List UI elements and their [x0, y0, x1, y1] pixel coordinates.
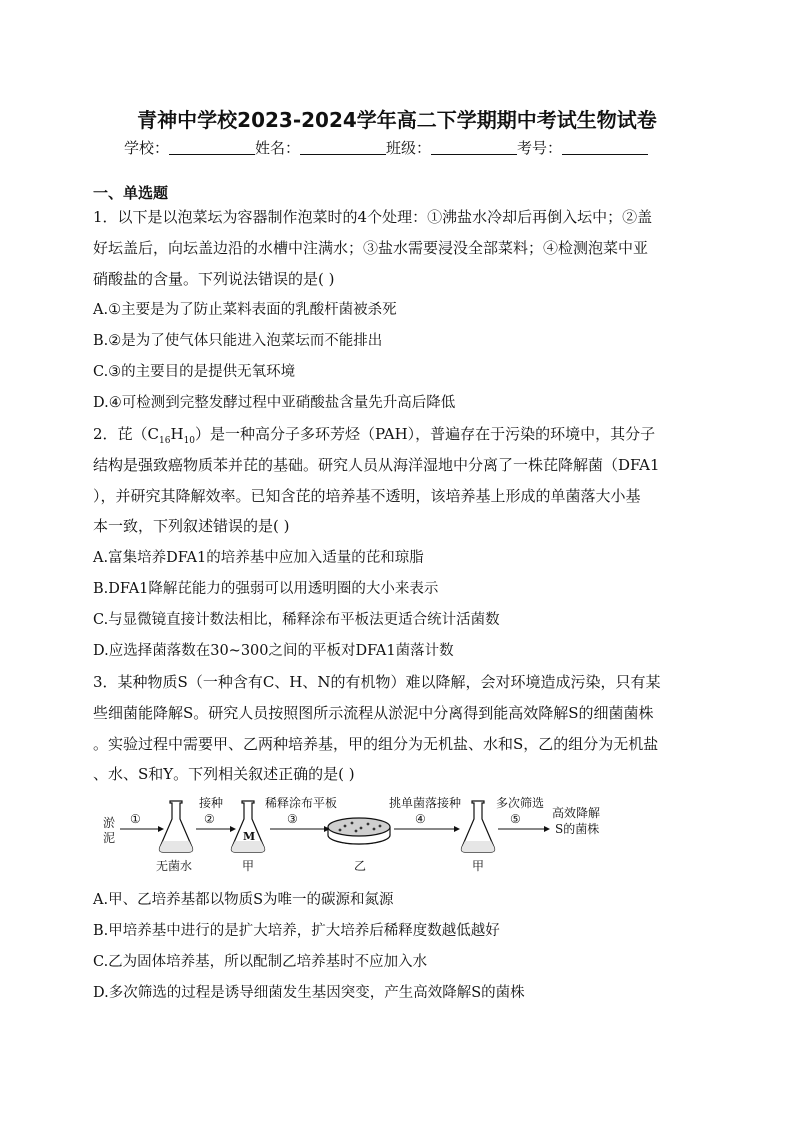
arrow-2-head	[230, 826, 236, 832]
step-5-mark: ⑤	[510, 812, 521, 826]
q2-line: 结构是强致癌物质苯并芘的基础。研究人员从海洋湿地中分离了一株芘降解菌（DFA1	[93, 456, 660, 474]
q1-option-d: D.④可检测到完整发酵过程中亚硝酸盐含量先升高后降低	[93, 395, 456, 411]
name-label: 姓名：	[255, 139, 301, 157]
petri-plate	[328, 818, 390, 844]
student-info-line	[124, 137, 648, 158]
class-label: 班级：	[386, 139, 432, 157]
name-field[interactable]	[300, 140, 386, 155]
school-field[interactable]	[169, 140, 255, 155]
end-label-line2: S的菌株	[555, 822, 600, 836]
arrow-5-head	[544, 826, 550, 832]
end-label-line1: 高效降解	[552, 806, 601, 820]
q3-line: 。实验过程中需要甲、乙两种培养基，甲的组分为无机盐、水和S，乙的组分为无机盐	[93, 735, 659, 753]
exam-id-field[interactable]	[562, 140, 648, 155]
step-5-label: 多次筛选	[496, 796, 545, 810]
q2-option-a: A.富集培养DFA1的培养基中应加入适量的芘和琼脂	[93, 550, 424, 566]
school-label: 学校：	[124, 139, 170, 157]
step-3-mark: ③	[287, 812, 298, 826]
q1-line: 好坛盖后，向坛盖边沿的水槽中注满水；③盐水需要浸没全部菜料；④检测泡菜中亚	[93, 239, 649, 257]
flask-2-label: 甲	[242, 859, 255, 873]
step-2-label: 接种	[199, 796, 224, 810]
step-4-mark: ④	[415, 812, 426, 826]
page-title: 青神中学校2023-2024学年高二下学期期中考试生物试卷	[137, 108, 657, 132]
q3-option-b: B.甲培养基中进行的是扩大培养，扩大培养后稀释度数越低越好	[93, 923, 500, 939]
q1-option-c: C.③的主要目的是提供无氧环境	[93, 364, 296, 380]
flask-3-label: 甲	[472, 859, 485, 873]
flask-medium-a	[231, 801, 264, 852]
q2-option-b: B.DFA1降解芘能力的强弱可以用透明圈的大小来表示	[93, 581, 439, 597]
q3-line: 些细菌能降解S。研究人员按照图所示流程从淤泥中分离得到能高效降解S的细菌菌株	[93, 704, 654, 722]
q2-line: ），并研究其降解效率。已知含芘的培养基不透明，该培养基上形成的单菌落大小基	[93, 487, 641, 505]
step-2-mark: ②	[204, 812, 215, 826]
flask-1-label: 无菌水	[156, 859, 193, 873]
q3-option-c: C.乙为固体培养基，所以配制乙培养基时不应加入水	[93, 954, 428, 970]
q2-line: 2．芘$(C_{16}H_{10})$是一种高分子多环芳烃（PAH），普遍存在于污染的环境中，其分子	[93, 425, 656, 446]
q2-line: 本一致，下列叙述错误的是( )	[93, 517, 290, 535]
flask-sterile-water	[159, 801, 192, 852]
q3-option-d: D.多次筛选的过程是诱导细菌发生基因突变，产生高效降解S的菌株	[93, 985, 525, 1001]
q2-option-c: C.与显微镜直接计数法相比，稀释涂布平板法更适合统计活菌数	[93, 612, 500, 628]
flow-diagram	[100, 795, 610, 877]
step-3-label: 稀释涂布平板	[265, 796, 338, 810]
arrow-1-head	[158, 826, 164, 832]
q3-option-a: A.甲、乙培养基都以物质S为唯一的碳源和氮源	[93, 892, 394, 908]
id-label: 考号：	[517, 139, 563, 157]
plate-label: 乙	[354, 859, 367, 873]
step-1-mark: ①	[130, 812, 141, 826]
start-label-bottom: 泥	[103, 831, 116, 845]
q3-line: 、水、S和Y。下列相关叙述正确的是( )	[93, 765, 355, 783]
q1-option-b: B.②是为了使气体只能进入泡菜坛而不能排出	[93, 333, 383, 349]
flask-medium-a-second	[461, 801, 494, 852]
q2-option-d: D.应选择菌落数在30~300之间的平板对DFA1菌落计数	[93, 643, 454, 659]
class-field[interactable]	[431, 140, 517, 155]
section-heading: 一、单选题	[93, 184, 169, 202]
q3-line: 3．某种物质S（一种含有C、H、N的有机物）难以降解，会对环境造成污染，只有某	[93, 673, 661, 691]
q1-option-a: A.①主要是为了防止菜料表面的乳酸杆菌被杀死	[93, 302, 397, 318]
q1-line: 1．以下是以泡菜坛为容器制作泡菜时的4个处理：①沸盐水冷却后再倒入坛中；②盖	[93, 208, 653, 226]
q1-line: 硝酸盐的含量。下列说法错误的是( )	[93, 270, 335, 288]
flask-2-mark: M	[243, 830, 256, 843]
step-4-label: 挑单菌落接种	[389, 796, 462, 810]
start-label-top: 淤	[103, 816, 116, 830]
arrow-4-head	[454, 826, 460, 832]
